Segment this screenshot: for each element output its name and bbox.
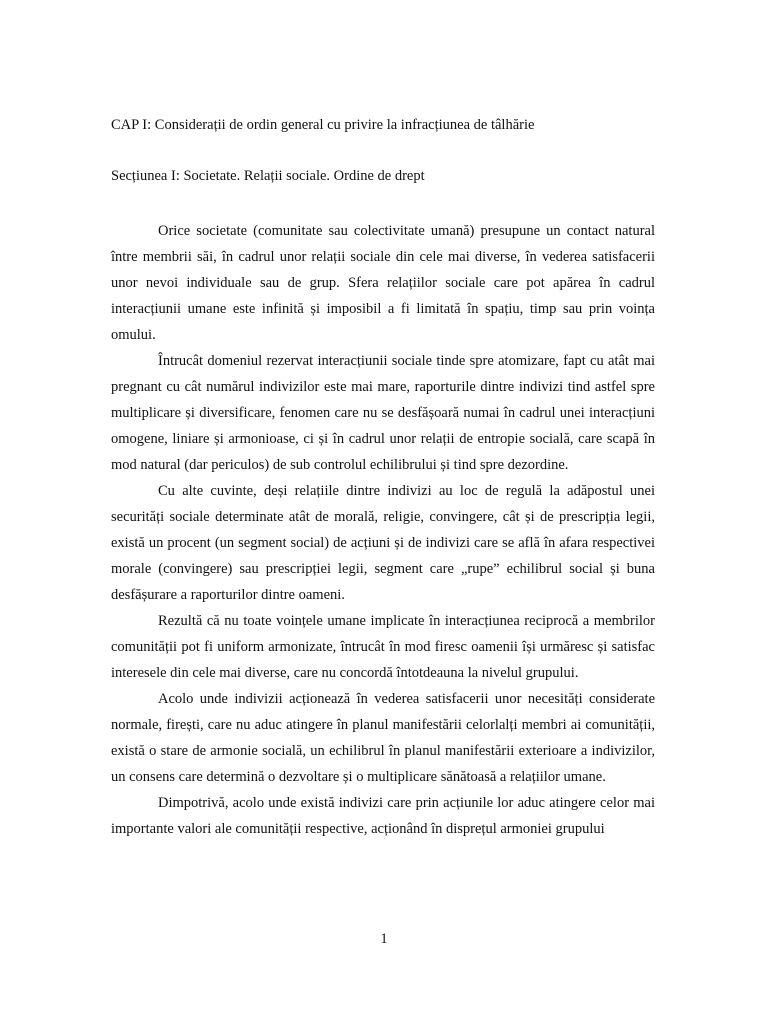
page-number: 1 [380,931,388,947]
chapter-title: CAP I: Considerații de ordin general cu privire la infracțiunea de tâlhărie [111,117,535,133]
paragraph-3: Cu alte cuvinte, deși relațiile dintre indivizi au loc de regulă la adăpostul unei securități sociale determinate atât de morală, religie, convingere, cât și de prescripția legii, există un procent (un segment social) de acțiuni și de indivizi care se află în afara respectivei morale (convingere) sau prescripției legii, segment care „rupe” echilibrul social și buna desfășurare a raporturilor dintre oameni. [111,483,655,603]
page-content [111,116,655,842]
paragraph-4: Rezultă că nu toate voințele umane implicate în interacțiunea reciprocă a membrilor comunității pot fi uniform armonizate, întrucât în mod firesc oamenii își urmăresc și satisfac interesele din cele mai diverse, care nu concordă întotdeauna la nivelul grupului. [111,613,655,681]
paragraph-5: Acolo unde indivizii acționează în vederea satisfacerii unor necesități considerate normale, firești, care nu aduc atingere în planul manifestării celorlalți membri ai comunității, există o stare de armonie socială, un echilibrul în planul manifestării exterioare a indivizilor, un consens care determină o dezvoltare și o multiplicare sănătoasă a relațiilor umane. [111,691,655,785]
paragraph-2: Întrucât domeniul rezervat interacțiunii sociale tinde spre atomizare, fapt cu atât mai pregnant cu cât numărul indivizilor este mai mare, raporturile dintre indivizi tind astfel spre multiplicare și diversificare, fenomen care nu se desfășoară numai în cadrul unei interacțiuni omogene, liniare și armonioase, ci și în cadrul unor relații de entropie socială, care scapă în mod natural (dar periculos) de sub controlul echilibrului și tind spre dezordine. [111,353,655,473]
section-title: Secțiunea I: Societate. Relații sociale. Ordine de drept [111,168,425,184]
paragraph-6: Dimpotrivă, acolo unde există indivizi care prin acțiunile lor aduc atingere celor mai importante valori ale comunității respective, acționând în disprețul armoniei grupului [111,795,655,837]
paragraph-1: Orice societate (comunitate sau colectivitate umană) presupune un contact natural între membrii săi, în cadrul unor relații sociale din cele mai diverse, în vederea satisfacerii unor nevoi individuale sau de grup. Sfera relațiilor sociale care pot apărea în cadrul interacțiunii umane este infinită și imposibil a fi limitată în spațiu, timp sau prin voința omului. [111,223,655,343]
